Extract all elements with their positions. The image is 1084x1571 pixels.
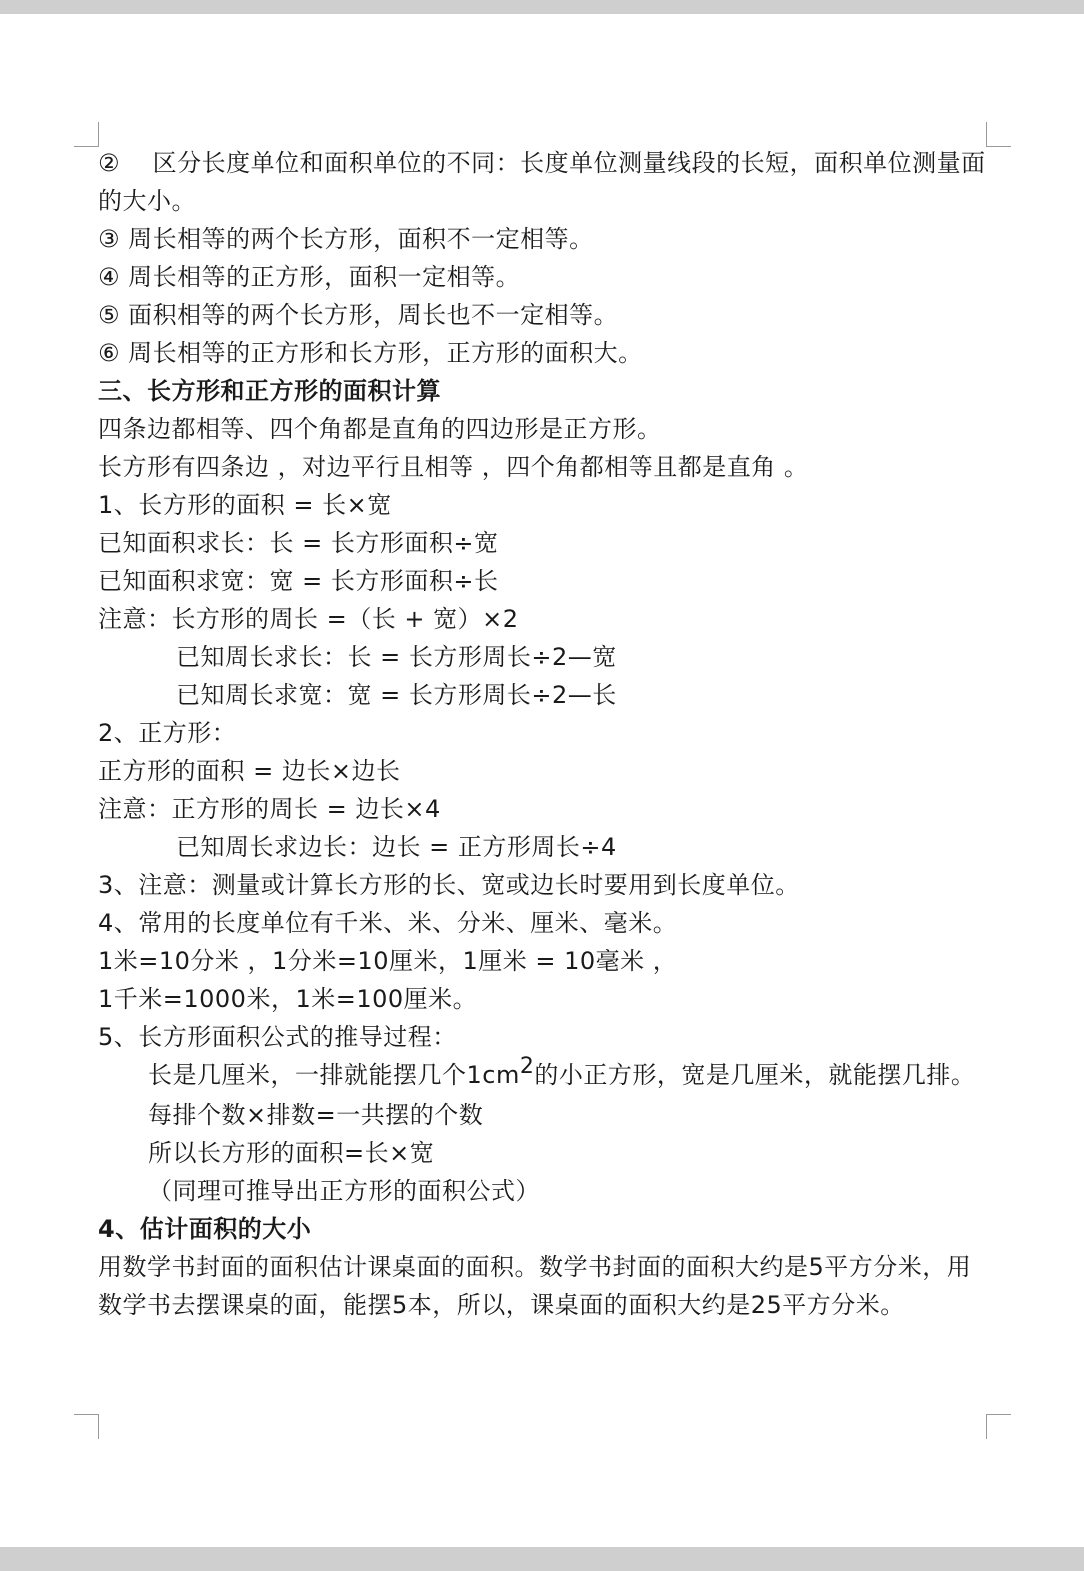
text-run: 长是几厘米，一排就能摆几个1cm (148, 1061, 520, 1089)
top-scroll-edge (0, 0, 1084, 14)
corner-mark-bottom-left (74, 1414, 99, 1439)
paragraph: ④ 周长相等的正方形，面积一定相等。 (98, 263, 521, 291)
paragraph: 1千米=1000米，1米=100厘米。 (98, 985, 478, 1013)
paragraph: 2、正方形： (98, 719, 237, 747)
paragraph: 长方形有四条边 ，对边平行且相等 ，四个角都相等且都是直角 。 (98, 453, 809, 481)
paragraph: 已知面积求长：长 = 长方形面积÷宽 (98, 529, 499, 557)
paragraph: 用数学书封面的面积估计课桌面的面积。数学书封面的面积大约是5平方分米，用数学书去摆课桌的面，能摆5本，所以，课桌面的面积大约是25平方分米。 (98, 1253, 972, 1319)
paragraph: 四条边都相等、四个角都是直角的四边形是正方形。 (98, 415, 662, 443)
paragraph (98, 1056, 988, 1096)
paragraph: ② 区分长度单位和面积单位的不同：长度单位测量线段的长短，面积单位测量面的大小。 (98, 149, 986, 215)
paragraph: 1米=10分米 ，1分米=10厘米，1厘米 = 10毫米 ， (98, 947, 678, 975)
paragraph: 1、长方形的面积 = 长×宽 (98, 491, 392, 519)
section-heading: 4、估计面积的大小 (98, 1215, 312, 1243)
paragraph: 已知周长求边长：边长 = 正方形周长÷4 (176, 833, 617, 861)
superscript: 2 (519, 1054, 535, 1079)
document-body (98, 144, 988, 1324)
paragraph: ⑤ 面积相等的两个长方形，周长也不一定相等。 (98, 301, 619, 329)
paragraph: 注意：长方形的周长 =（长 + 宽）×2 (98, 605, 519, 633)
paragraph: 已知周长求长：长 = 长方形周长÷2—宽 (176, 643, 617, 671)
paragraph: 4、常用的长度单位有千米、米、分米、厘米、毫米。 (98, 909, 678, 937)
paragraph: （同理可推导出正方形的面积公式） (148, 1177, 540, 1205)
paragraph: 已知面积求宽：宽 = 长方形面积÷长 (98, 567, 499, 595)
paragraph: 注意：正方形的周长 = 边长×4 (98, 795, 441, 823)
paragraph: 正方形的面积 = 边长×边长 (98, 757, 401, 785)
paragraph: ③ 周长相等的两个长方形，面积不一定相等。 (98, 225, 594, 253)
paragraph: 每排个数×排数=一共摆的个数 (148, 1101, 484, 1129)
paragraph: 所以长方形的面积=长×宽 (148, 1139, 435, 1167)
paragraph: 3、注意：测量或计算长方形的长、宽或边长时要用到长度单位。 (98, 871, 800, 899)
paragraph: 5、长方形面积公式的推导过程： (98, 1023, 457, 1051)
section-heading: 三、长方形和正方形的面积计算 (98, 377, 441, 405)
text-run: 的小正方形，宽是几厘米，就能摆几排。 (534, 1061, 976, 1089)
corner-mark-top-right (986, 122, 1011, 147)
corner-mark-bottom-right (986, 1414, 1011, 1439)
paragraph: ⑥ 周长相等的正方形和长方形，正方形的面积大。 (98, 339, 643, 367)
bottom-scroll-edge (0, 1547, 1084, 1571)
paragraph: 已知周长求宽：宽 = 长方形周长÷2—长 (176, 681, 617, 709)
corner-mark-top-left (74, 122, 99, 147)
